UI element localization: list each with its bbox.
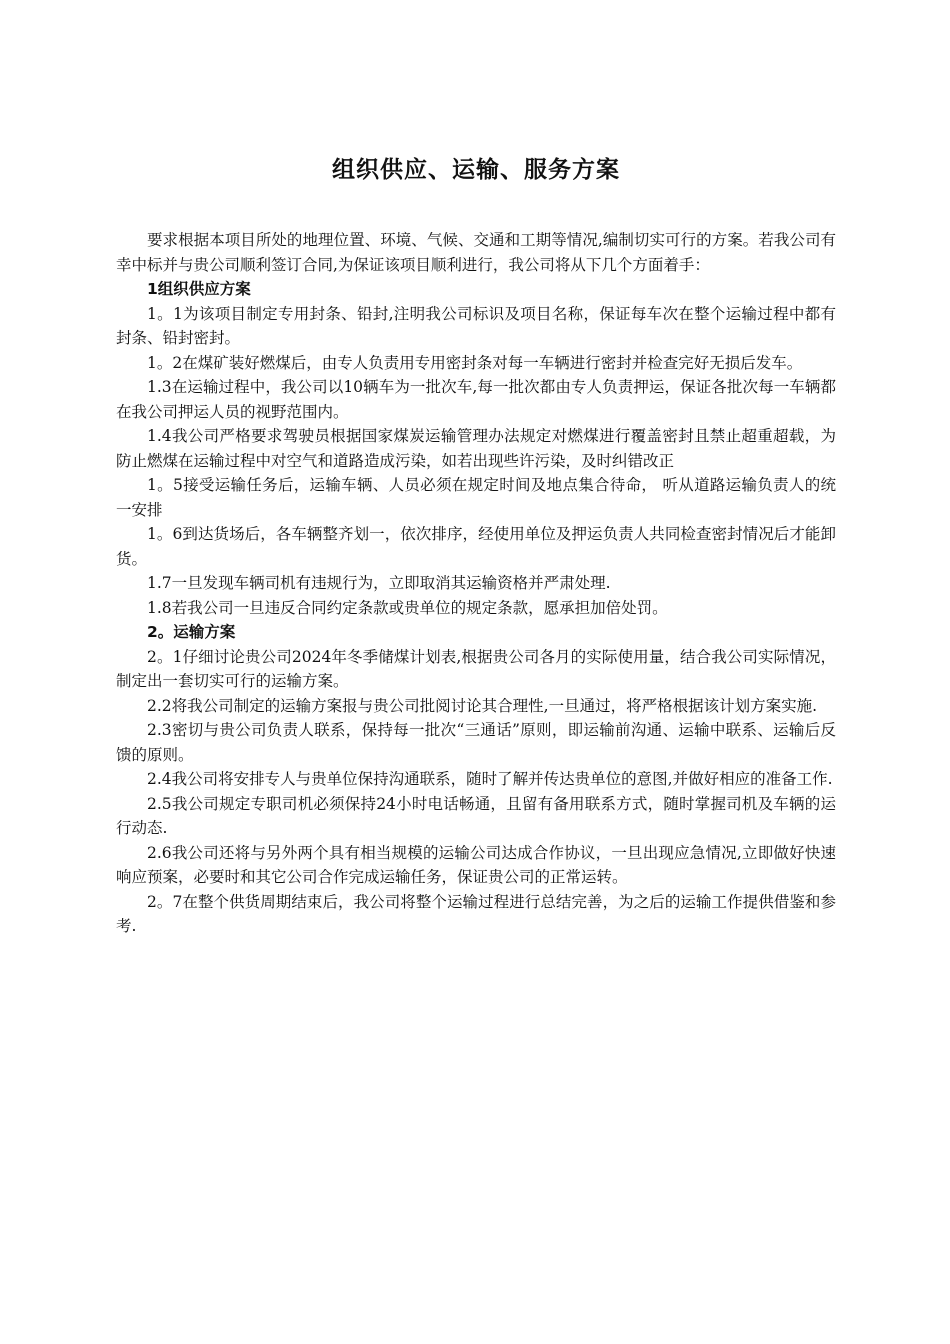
supply-item-2: 1。2在煤矿装好燃煤后，由专人负责用专用密封条对每一车辆进行密封并检查完好无损后发车。: [147, 353, 803, 372]
transport-item-7: 2。7在整个供货周期结束后，我公司将整个运输过程进行总结完善，为之后的运输工作提供借鉴和参考.: [116, 892, 836, 935]
transport-item-3: 2.3密切与贵公司负责人联系，保持每一批次“三通话”原则，即运输前沟通、运输中联系、运输后反馈的原则。: [116, 721, 836, 764]
transport-item-1: 2。1仔细讨论贵公司2024年冬季储煤计划表,根据贵公司各月的实际使用量，结合我公司实际情况，制定出一套切实可行的运输方案。: [116, 647, 836, 690]
supply-item-5: 1。5接受运输任务后，运输车辆、人员必须在规定时间及地点集合待命， 听从道路运输负责人的统一安排: [116, 476, 836, 519]
section-heading-transport: 2。运输方案: [147, 623, 236, 641]
transport-item-4: 2.4我公司将安排专人与贵单位保持沟通联系，随时了解并传达贵单位的意图,并做好相应的准备工作.: [147, 770, 833, 788]
document-page: [116, 150, 836, 939]
transport-item-6: 2.6我公司还将与另外两个具有相当规模的运输公司达成合作协议，一旦出现应急情况,立即做好快速响应预案，必要时和其它公司合作完成运输任务，保证贵公司的正常运转。: [116, 843, 836, 886]
section-heading-supply: 1组织供应方案: [147, 280, 251, 298]
supply-item-6: 1。6到达货场后，各车辆整齐划一，依次排序，经使用单位及押运负责人共同检查密封情况后才能卸货。: [116, 525, 836, 568]
supply-item-3: 1.3在运输过程中，我公司以10辆车为一批次车,每一批次都由专人负责押运，保证各批次每一车辆都在我公司押运人员的视野范围内。: [116, 378, 836, 421]
supply-item-4: 1.4我公司严格要求驾驶员根据国家煤炭运输管理办法规定对燃煤进行覆盖密封且禁止超重超载，为防止燃煤在运输过程中对空气和道路造成污染，如若出现些许污染，及时纠错改正: [116, 427, 836, 470]
transport-item-2: 2.2将我公司制定的运输方案报与贵公司批阅讨论其合理性,一旦通过，将严格根据该计划方案实施.: [147, 696, 818, 715]
transport-item-5: 2.5我公司规定专职司机必须保持24小时电话畅通，且留有备用联系方式，随时掌握司机及车辆的运行动态.: [116, 794, 836, 837]
document-title: 组织供应、运输、服务方案: [332, 157, 620, 183]
supply-item-7: 1.7一旦发现车辆司机有违规行为，立即取消其运输资格并严肃处理.: [147, 574, 611, 592]
intro-paragraph: 要求根据本项目所处的地理位置、环境、气候、交通和工期等情况,编制切实可行的方案。若我公司有幸中标并与贵公司顺利签订合同,为保证该项目顺利进行，我公司将从下几个方面着手：: [116, 231, 836, 274]
supply-item-1: 1。1为该项目制定专用封条、铅封,注明我公司标识及项目名称，保证每车次在整个运输过程中都有封条、铅封密封。: [116, 304, 836, 347]
supply-item-8: 1.8若我公司一旦违反合同约定条款或贵单位的规定条款，愿承担加倍处罚。: [147, 598, 668, 617]
